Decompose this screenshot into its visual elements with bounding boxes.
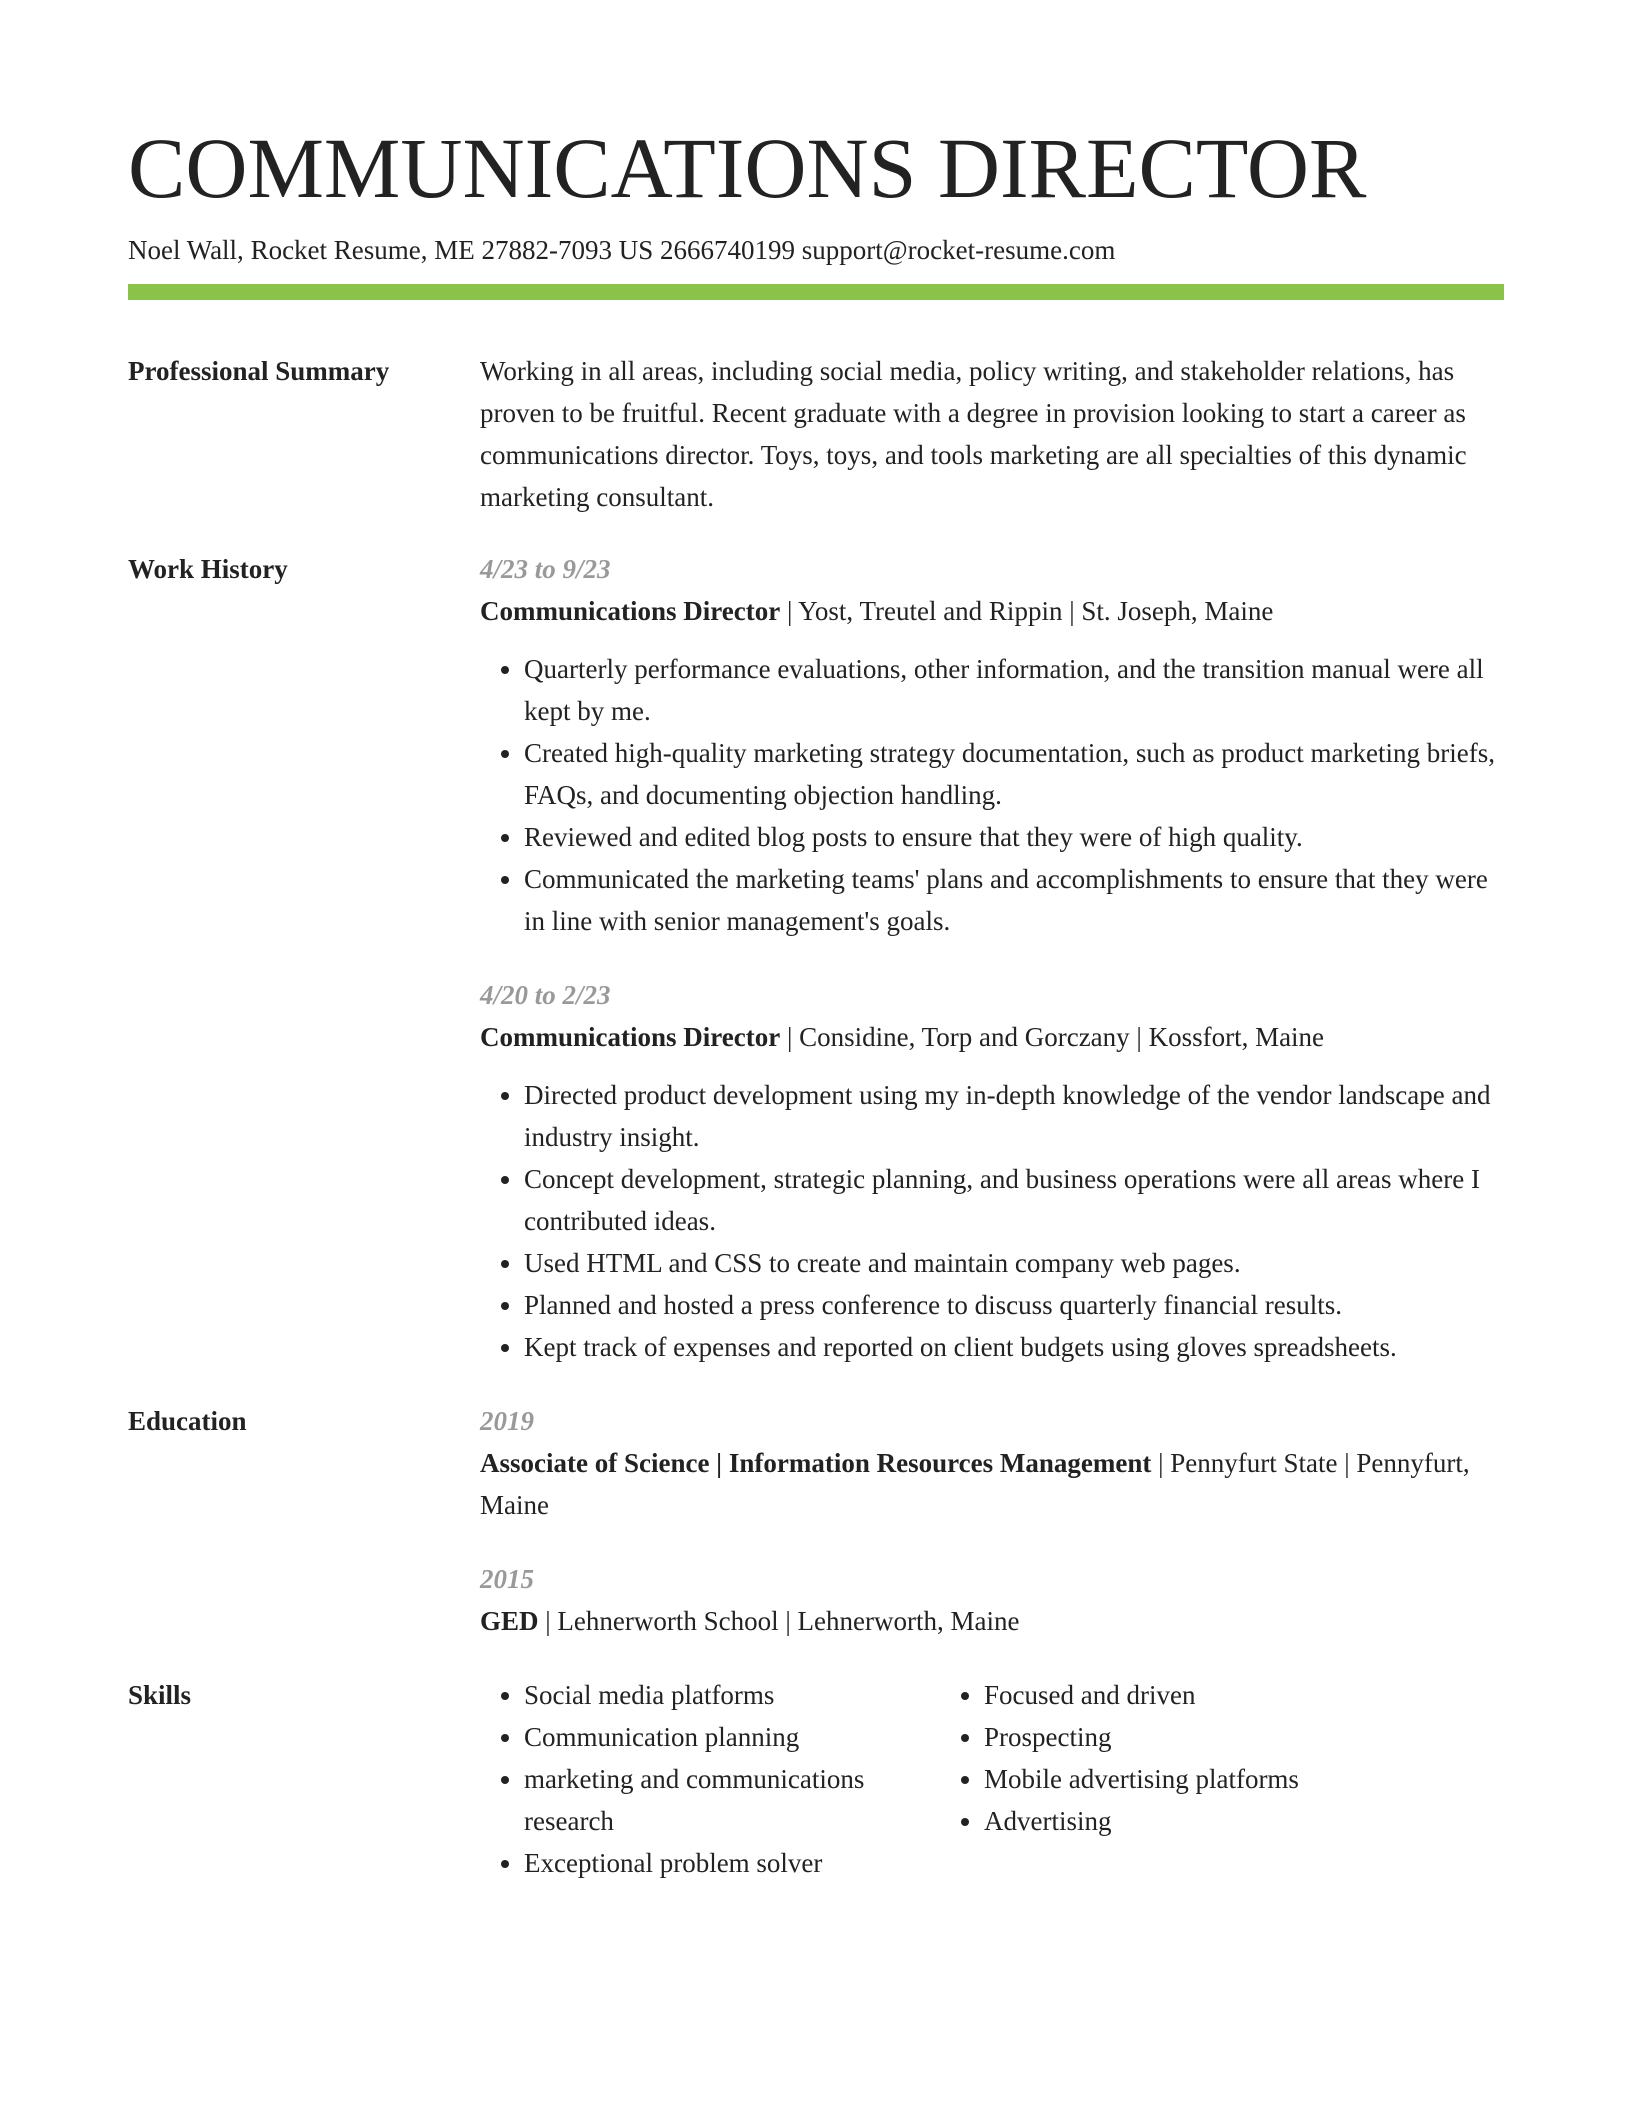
job-bullet: • Created high-quality marketing strategy documentation, such as product marketing briefs, FAQs, and documenting objection handling. xyxy=(524,732,1504,816)
school-line xyxy=(480,1600,1504,1642)
page-title: COMMUNICATIONS DIRECTOR xyxy=(128,120,1367,216)
work-history-section xyxy=(128,548,1504,1368)
skill-item: • Exceptional problem solver xyxy=(524,1842,940,1884)
job-bullet: • Reviewed and edited blog posts to ensure that they were of high quality. xyxy=(524,816,1504,858)
job-entry xyxy=(480,548,1504,942)
school-entry xyxy=(480,1400,1504,1526)
skills-list xyxy=(940,1674,1504,1842)
skills-section xyxy=(128,1674,1504,1884)
school-line xyxy=(480,1442,1504,1526)
summary-heading: Professional Summary xyxy=(128,356,390,386)
skills-body xyxy=(480,1674,1504,1884)
skills-grid xyxy=(480,1674,1504,1884)
skills-column-1 xyxy=(480,1674,940,1884)
skills-heading: Skills xyxy=(128,1680,192,1710)
contact-phone: 2666740199 xyxy=(660,235,796,265)
contact-name: Noel Wall, xyxy=(128,235,244,265)
summary-text: Working in all areas, including social media, policy writing, and stakeholder relations, has proven to be fruitful. Recent graduate with a degree in provision looking to start a career as communications director. Toys, toys, and tools marketing are all specialties of this dynamic marketing consultant. xyxy=(480,356,1467,512)
job-bullet: • Communicated the marketing teams' plans and accomplishments to ensure that they were in line with senior management's goals. xyxy=(524,858,1504,942)
job-bullets xyxy=(480,648,1504,942)
job-details: | Yost, Treutel and Rippin | St. Joseph, Maine xyxy=(780,596,1274,626)
skill-item: • Communication planning xyxy=(524,1716,940,1758)
education-section xyxy=(128,1400,1504,1642)
school-details: | Pennyfurt State | Pennyfurt, Maine xyxy=(480,1448,1470,1520)
school-year: 2015 xyxy=(480,1564,534,1594)
school-year: 2019 xyxy=(480,1406,534,1436)
accent-divider xyxy=(128,284,1504,300)
job-role-line xyxy=(480,1016,1504,1058)
school-details: | Lehnerworth School | Lehnerworth, Maine xyxy=(538,1606,1020,1636)
contact-email: support@rocket-resume.com xyxy=(801,235,1116,265)
job-details: | Considine, Torp and Gorczany | Kossfort, Maine xyxy=(780,1022,1325,1052)
job-bullets xyxy=(480,1074,1504,1368)
education-body xyxy=(480,1400,1504,1642)
job-bullet: • Planned and hosted a press conference to discuss quarterly financial results. xyxy=(524,1284,1504,1326)
skill-item: • Prospecting xyxy=(984,1716,1504,1758)
contact-address: Rocket Resume, ME 27882-7093 US xyxy=(250,235,654,265)
work-history-heading: Work History xyxy=(128,554,288,584)
job-bullet: • Used HTML and CSS to create and maintain company web pages. xyxy=(524,1242,1504,1284)
school-degree: Associate of Science | Information Resources Management xyxy=(480,1448,1152,1478)
skill-item: • Focused and driven xyxy=(984,1674,1504,1716)
contact-line xyxy=(128,232,1504,268)
resume-page xyxy=(128,118,1504,1884)
school-entry xyxy=(480,1558,1504,1642)
job-role-line xyxy=(480,590,1504,632)
work-history-body xyxy=(480,548,1504,1368)
job-bullet: • Kept track of expenses and reported on client budgets using gloves spreadsheets. xyxy=(524,1326,1504,1368)
summary-section xyxy=(128,350,1504,518)
job-title: Communications Director xyxy=(480,1022,781,1052)
job-entry xyxy=(480,974,1504,1368)
skills-list xyxy=(480,1674,940,1884)
skills-column-2 xyxy=(940,1674,1504,1884)
job-bullet: • Concept development, strategic planning, and business operations were all areas where I contributed ideas. xyxy=(524,1158,1504,1242)
skill-item: • marketing and communications research xyxy=(524,1758,940,1842)
job-bullet: • Directed product development using my in-depth knowledge of the vendor landscape and industry insight. xyxy=(524,1074,1504,1158)
school-degree: GED xyxy=(480,1606,539,1636)
job-dates: 4/20 to 2/23 xyxy=(480,980,611,1010)
education-heading: Education xyxy=(128,1406,247,1436)
skill-item: • Mobile advertising platforms xyxy=(984,1758,1504,1800)
job-bullet: • Quarterly performance evaluations, other information, and the transition manual were all kept by me. xyxy=(524,648,1504,732)
job-dates: 4/23 to 9/23 xyxy=(480,554,611,584)
skill-item: • Social media platforms xyxy=(524,1674,940,1716)
job-title: Communications Director xyxy=(480,596,781,626)
skill-item: • Advertising xyxy=(984,1800,1504,1842)
